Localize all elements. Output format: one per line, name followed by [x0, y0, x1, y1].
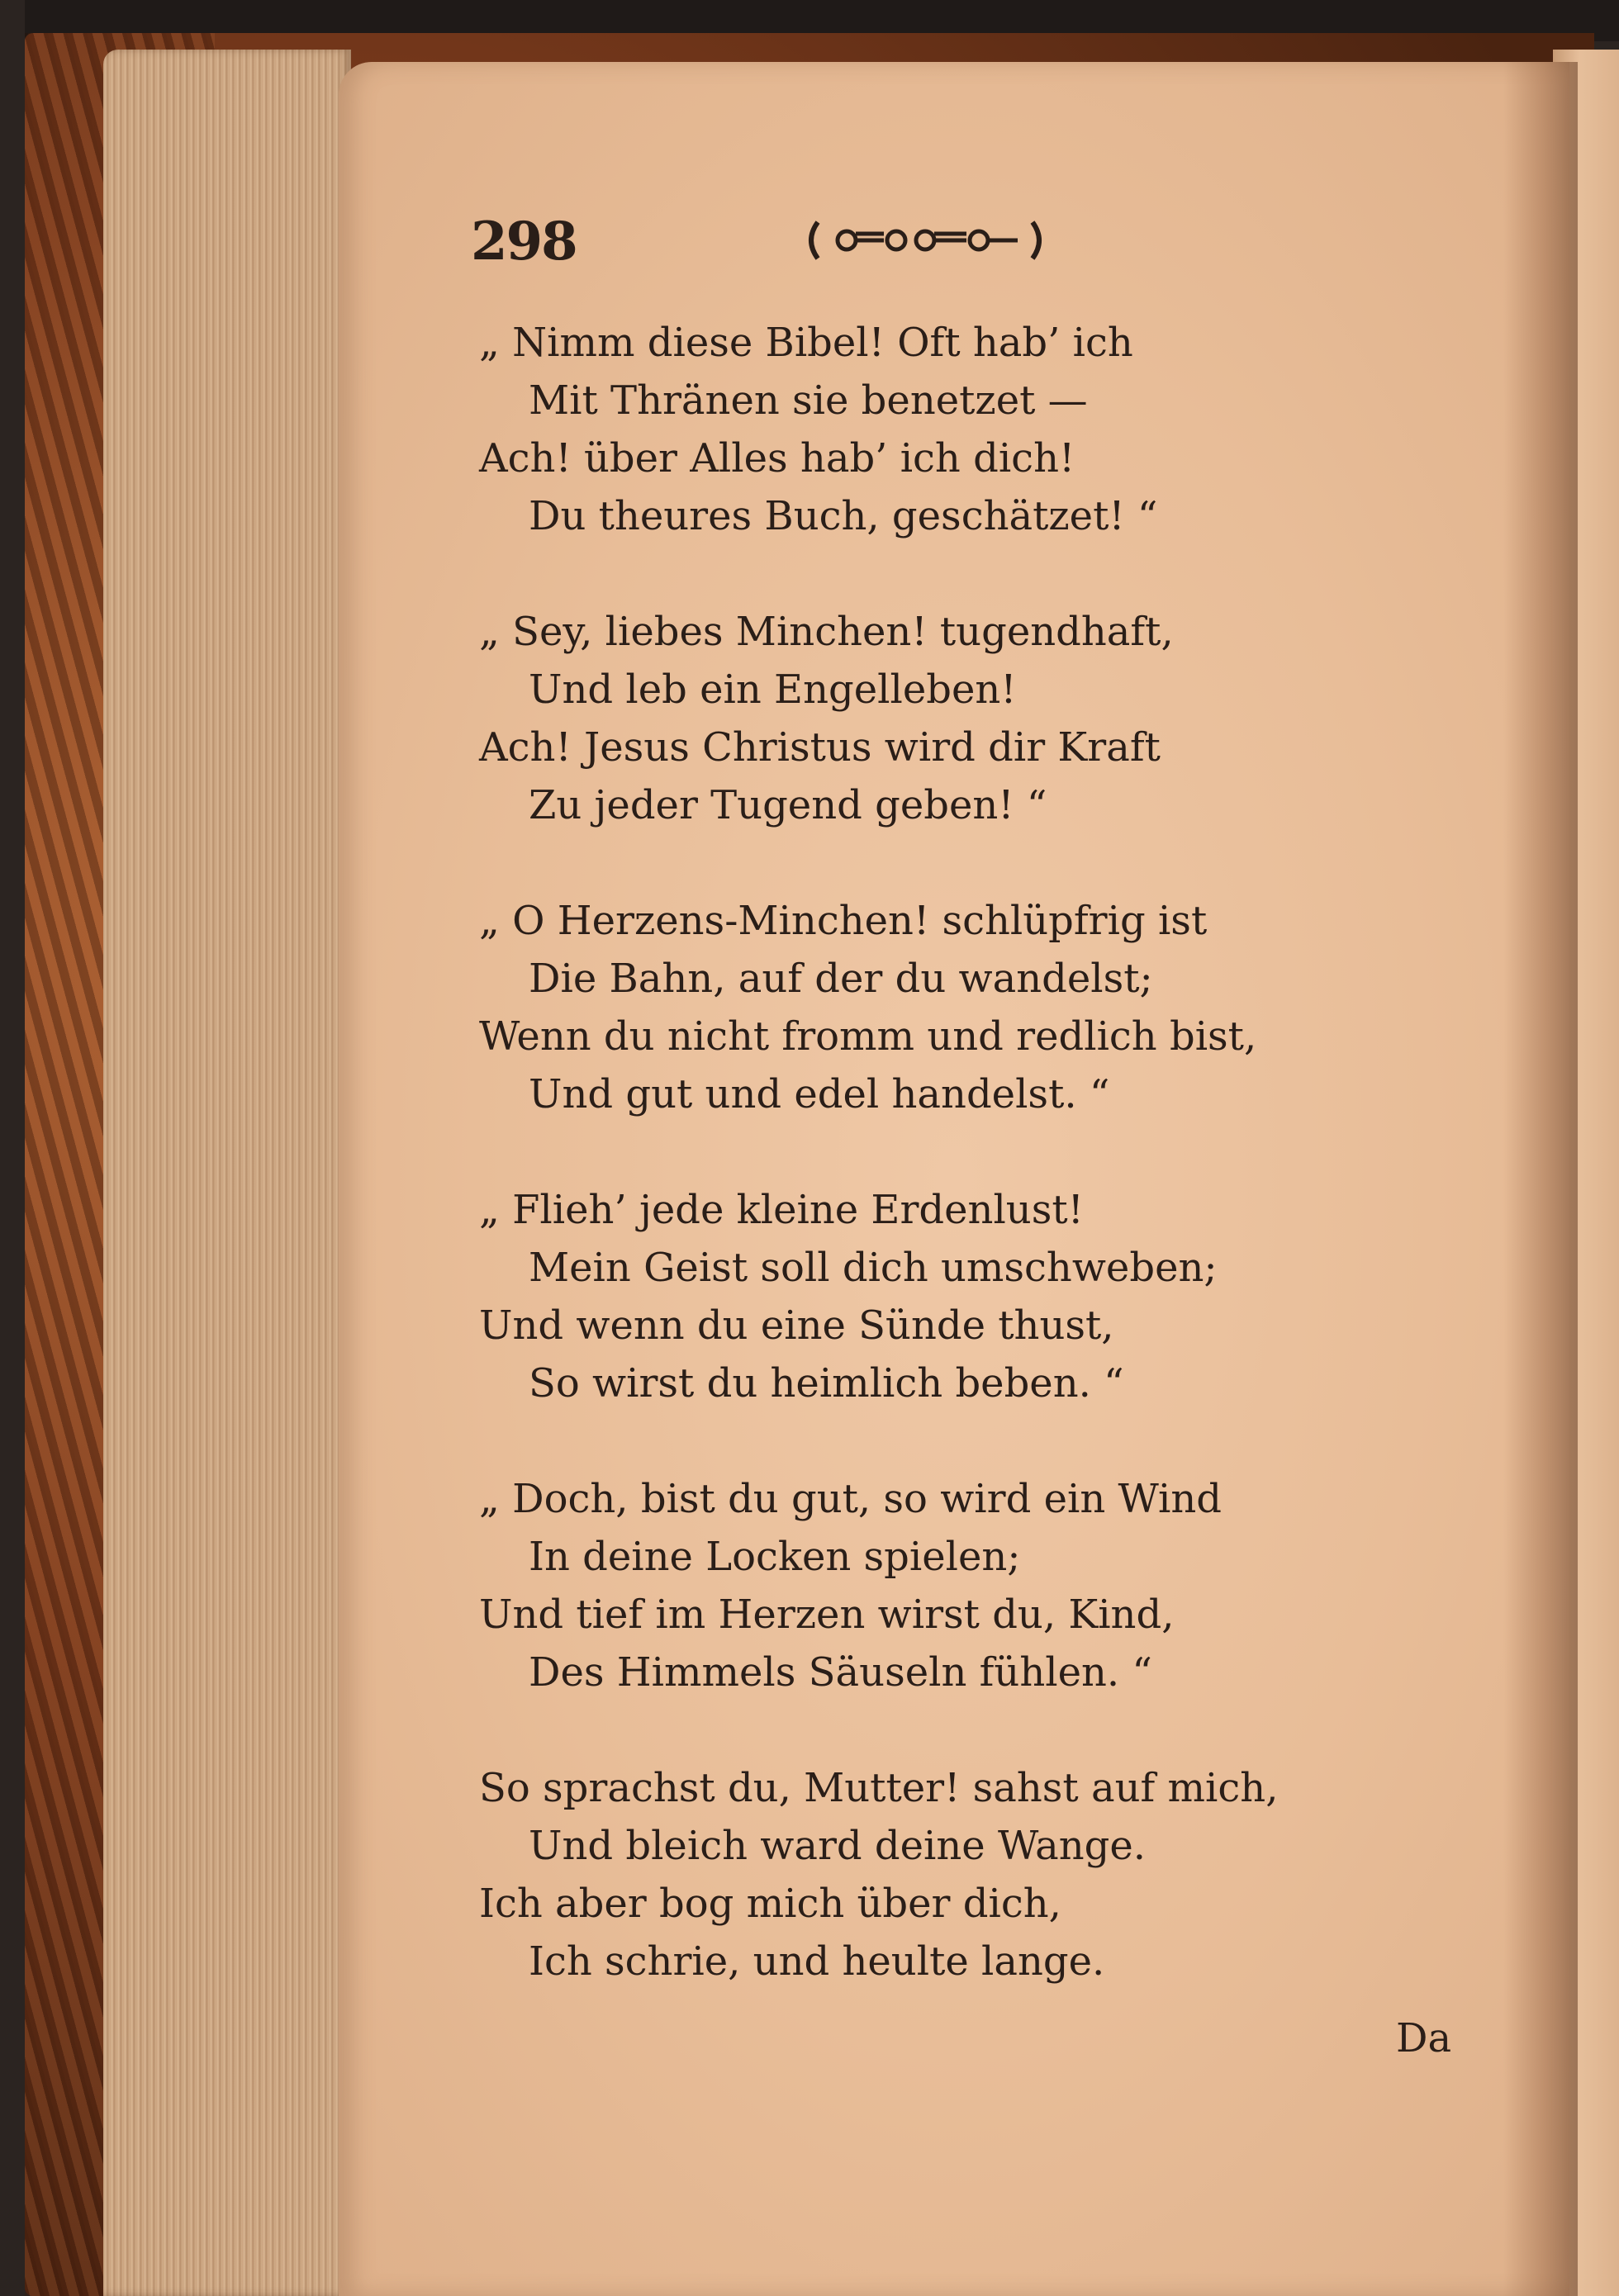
verse-line: So sprachst du, Mutter! sahst auf mich, [479, 1765, 1279, 1811]
verse-line: Zu jeder Tugend geben! “ [529, 782, 1047, 828]
stanza-3 [479, 892, 1470, 1123]
verse-line: Und gut und edel handelst. “ [529, 1071, 1110, 1117]
stanza-6 [479, 1759, 1470, 1990]
stanza-2 [479, 603, 1470, 834]
verse-line: Und tief im Herzen wirst du, Kind, [479, 1592, 1175, 1638]
verse-line: Wenn du nicht fromm und redlich bist, [479, 1013, 1257, 1060]
stanza-4 [479, 1181, 1470, 1412]
verse-line: Ach! über Alles hab’ ich dich! [479, 435, 1075, 481]
page-gutter [1503, 62, 1578, 2296]
poem-body [479, 314, 1470, 2048]
verse-line: „ Flieh’ jede kleine Erdenlust! [479, 1187, 1084, 1233]
stanza-1 [479, 314, 1470, 545]
verse-line: Und leb ein Engelleben! [529, 667, 1017, 713]
verse-line: Ich aber bog mich über dich, [479, 1881, 1061, 1927]
verse-line: „ Sey, liebes Minchen! tugendhaft, [479, 609, 1174, 655]
page-edges [103, 50, 351, 2296]
verse-line: Des Himmels Säuseln fühlen. “ [529, 1649, 1152, 1696]
page-header [471, 211, 1132, 285]
verse-line: „ Nimm diese Bibel! Oft hab’ ich [479, 320, 1133, 366]
verse-line: Mein Geist soll dich umschweben; [529, 1245, 1218, 1291]
verse-line: Und wenn du eine Sünde thust, [479, 1302, 1114, 1349]
verse-line: „ O Herzens-Minchen! schlüpfrig ist [479, 898, 1208, 944]
verse-line: So wirst du heimlich beben. “ [529, 1360, 1124, 1407]
verse-line: „ Doch, bist du gut, so wird ein Wind [479, 1476, 1222, 1522]
verse-line: Und bleich ward deine Wange. [529, 1823, 1147, 1869]
verse-line: Mit Thränen sie benetzet — [529, 377, 1088, 424]
verse-line: Die Bahn, auf der du wandelst; [529, 956, 1153, 1002]
verse-line: In deine Locken spielen; [529, 1534, 1021, 1580]
verse-line: Ich schrie, und heulte lange. [529, 1938, 1105, 1985]
verse-line: Du theures Buch, geschätzet! “ [529, 493, 1158, 539]
stanza-5 [479, 1470, 1470, 1701]
page-number: 298 [471, 211, 577, 273]
catchword: Da [1396, 2015, 1452, 2061]
verse-line: Ach! Jesus Christus wird dir Kraft [479, 724, 1161, 771]
header-ornament-icon [801, 216, 1049, 265]
